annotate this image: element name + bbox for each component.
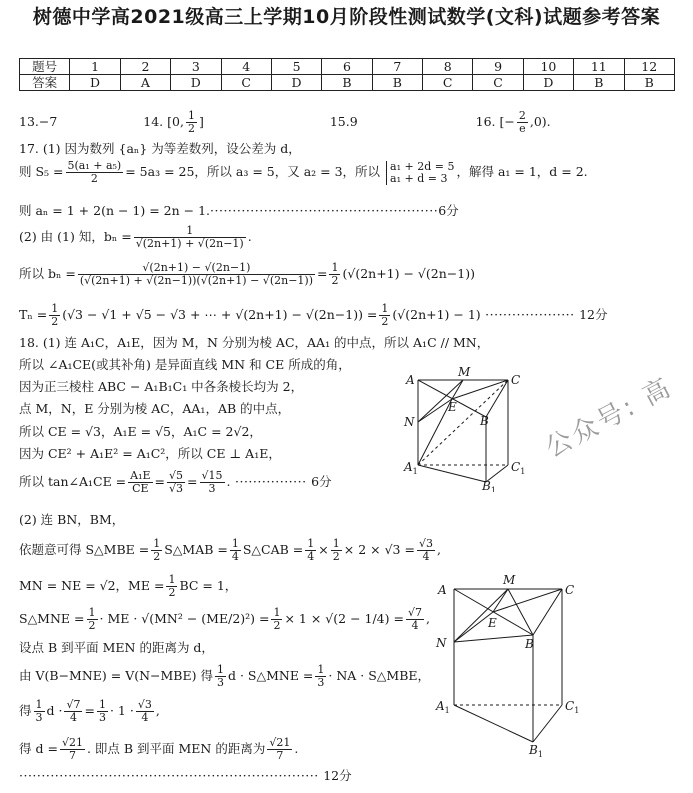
label-E: E xyxy=(448,400,457,414)
table-cell: C xyxy=(221,75,271,91)
q18-line-15: 得 d = $\frac{√21}{7}$ . 即点 B 到平面 MEN 的距离为 $\frac{√21}{7}$ . xyxy=(19,736,299,762)
table-cell: 12 xyxy=(624,59,675,75)
q18-line-16: ··································································· 12分 xyxy=(19,768,352,783)
table-cell: A xyxy=(120,75,170,91)
table-row-numbers xyxy=(20,59,675,75)
q18-line-3: 因为正三棱柱 ABC − A₁B₁C₁ 中各条棱长均为 2， xyxy=(19,379,304,394)
answer-16: [− $\frac{2}{e}$ ,0). xyxy=(499,109,551,135)
label-B1: $B_1$ xyxy=(529,743,543,759)
prism-figure-1 xyxy=(398,362,528,492)
label-M: M xyxy=(458,365,471,379)
q18-line-5: 所以 CE = √3，A₁E = √5，A₁C = 2√2， xyxy=(19,424,262,439)
table-cell: 4 xyxy=(221,59,271,75)
table-row-answers xyxy=(20,75,675,91)
q17-line-5: 所以 bₙ = $\frac{√(2n+1) - √(2n-1)}{(√(2n+1) + √(2n-1))(√(2n+1) - √(2n-1))}$ = $\frac{1}{2}$ (√(2n+1) − √(2n−1)) xyxy=(19,261,475,287)
q18-line-1: 18. (1) 连 A₁C，A₁E，因为 M，N 分别为棱 AC，AA₁ 的中点，所以 A₁C // MN， xyxy=(19,335,490,350)
label-N: N xyxy=(436,636,447,650)
label-A: A xyxy=(406,373,415,387)
q17-line-1: 17. (1) 因为数列 {aₙ} 为等差数列，设公差为 d， xyxy=(19,141,301,156)
table-cell: D xyxy=(171,75,221,91)
label-C: C xyxy=(565,583,575,597)
label-A1: $A_1$ xyxy=(436,699,450,715)
q18-line-12: 设点 B 到平面 MEN 的距离为 d， xyxy=(19,640,214,655)
answer-14-label: 14. xyxy=(143,114,164,129)
q17-line-6: Tₙ = $\frac{1}{2}$ (√3 − √1 + √5 − √3 + ⋯ + √(2n+1) − √(2n−1)) = $\frac{1}{2}$ (√(2n+1) − 1) ···················· 12分 xyxy=(19,302,608,328)
label-B: B xyxy=(525,637,534,651)
prism-figure-2 xyxy=(430,572,590,760)
q17-line-4: (2) 由 (1) 知，bₙ = $\frac{1}{√(2n+1) + √(2n-1)}$ . xyxy=(19,224,252,250)
table-cell: 8 xyxy=(423,59,473,75)
table-ans-label: 答案 xyxy=(20,75,70,91)
table-cell: B xyxy=(624,75,675,91)
table-cell: C xyxy=(473,75,523,91)
table-cell: 9 xyxy=(473,59,523,75)
label-A1: $A_1$ xyxy=(404,460,418,476)
table-cell: 3 xyxy=(171,59,221,75)
table-cell: 11 xyxy=(574,59,624,75)
score-12-q17: 12分 xyxy=(579,307,608,322)
label-C: C xyxy=(511,373,521,387)
table-cell: C xyxy=(423,75,473,91)
table-cell: B xyxy=(322,75,372,91)
table-cell: 5 xyxy=(271,59,321,75)
table-cell: 2 xyxy=(120,59,170,75)
paper-title: 树德中学高2021级高三上学期10月阶段性测试数学(文科)试题参考答案 xyxy=(32,6,661,28)
fill-answers-row xyxy=(19,110,551,135)
table-cell: B xyxy=(574,75,624,91)
table-cell: D xyxy=(271,75,321,91)
q18-line-11: S△MNE = $\frac{1}{2}$ · ME · √(MN² − (ME/2)²) = $\frac{1}{2}$ × 1 × √(2 − 1/4) = $\frac{√7}{4}$ , xyxy=(19,606,430,632)
label-M: M xyxy=(503,573,516,587)
label-C1: $C_1$ xyxy=(511,460,526,476)
watermark: 公众号: 高 xyxy=(540,372,678,464)
score-12-q18: 12分 xyxy=(323,768,352,783)
score-6-q17: 6分 xyxy=(438,203,459,218)
table-cell: 6 xyxy=(322,59,372,75)
answer-15: 15.9 xyxy=(329,114,358,129)
q17-line-2: 则 S₅ = $\frac{\text{5(a₁ + a₅)}}{2}$ = 5a₃ = 25，所以 a₃ = 5，又 a₂ = 3，所以 a₁ + 2d = 5 a₁ + d = 3 ，解得 a₁ = 1，d = 2. xyxy=(19,159,588,185)
q18-line-6: 因为 CE² + A₁E² = A₁C²，所以 CE ⊥ A₁E， xyxy=(19,446,281,461)
label-A: A xyxy=(438,583,447,597)
table-cell: 10 xyxy=(523,59,573,75)
table-cell: 1 xyxy=(70,59,120,75)
q17-line-3: 则 aₙ = 1 + 2(n − 1) = 2n − 1.···················································6分 xyxy=(19,203,459,218)
q18-line-8: (2) 连 BN，BM， xyxy=(19,512,125,527)
answer-table xyxy=(19,58,675,91)
answer-13: 13.−7 xyxy=(19,114,58,129)
q18-line-10: MN = NE = √2，ME = $\frac{1}{2}$ BC = 1， xyxy=(19,573,238,599)
q18-line-13: 由 V(B−MNE) = V(N−MBE) 得 $\frac{1}{3}$ d · S△MNE = $\frac{1}{3}$ · NA · S△MBE， xyxy=(19,663,431,689)
label-E: E xyxy=(488,616,497,630)
label-B1: $B_1$ xyxy=(482,479,496,492)
answer-16-label: 16. xyxy=(475,114,496,129)
q18-line-7: 所以 tan∠A₁CE = $\frac{\text{A₁E}}{CE}$ = $\frac{√5}{√3}$ = $\frac{√15}{3}$ . ················ 6分 xyxy=(19,469,332,495)
answer-14: [0, $\frac{1}{2}$ ] xyxy=(167,109,204,135)
q18-line-9: 依题意可得 S△MBE = $\frac{1}{2}$ S△MAB = $\frac{1}{4}$ S△CAB = $\frac{1}{4}$ × $\frac{1}{2}$ × 2 × √3 = $\frac{√3}{4}$ , xyxy=(19,537,441,563)
label-N: N xyxy=(404,415,415,429)
table-cell: 7 xyxy=(372,59,422,75)
label-C1: $C_1$ xyxy=(565,699,580,715)
table-head-label: 题号 xyxy=(20,59,70,75)
q18-line-4: 点 M，N，E 分别为棱 AC，AA₁，AB 的中点， xyxy=(19,401,291,416)
q18-line-14: 得 $\frac{1}{3}$ d · $\frac{√7}{4}$ = $\frac{1}{3}$ · 1 · $\frac{√3}{4}$ , xyxy=(19,698,160,724)
label-B: B xyxy=(480,414,489,428)
table-cell: B xyxy=(372,75,422,91)
score-6-q18: 6分 xyxy=(311,474,332,489)
table-cell: D xyxy=(523,75,573,91)
q18-line-2: 所以 ∠A₁CE(或其补角) 是异面直线 MN 和 CE 所成的角， xyxy=(19,357,351,372)
table-cell: D xyxy=(70,75,120,91)
